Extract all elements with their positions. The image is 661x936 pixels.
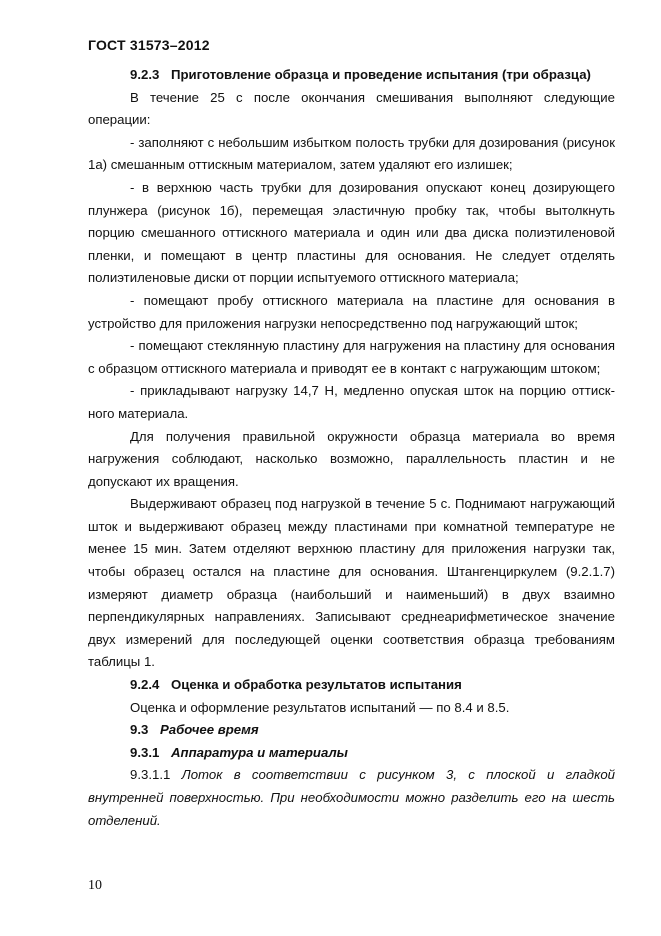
list-item: - помещают пробу оттискного материала на пластине для основания в устройство для приложения нагрузки непосредственно под нагружающий шток; <box>88 292 615 331</box>
list-item: - в верхнюю часть трубки для дозирования опускают конец дозирующего плунжера (рисунок 1б), перемещая эластичную пробку так, чтобы вытолкнуть порцию смешанного оттискного материала и один или два диска полиэтиленовой пленки, и помещают в центр пластины для основания. Не следует отделять полиэтиленовые диски от порции испытуемого оттискного материала; <box>88 179 615 286</box>
clause-number: 9.3.1.1 <box>130 767 171 783</box>
section-heading-9-3 <box>88 719 615 742</box>
section-number: 9.3 <box>130 722 149 738</box>
list-item: - помещают стеклянную пластину для нагружения на пластину для основания с образцом оттискного материала и приводят ее в контакт с нагружающим штоком; <box>88 338 615 376</box>
clause-text: Лоток в соответствии с рисунком 3, с плоской и гладкой внутренней поверхностью. При необходимости можно разделить его на шесть отделений. <box>88 767 615 828</box>
section-number: 9.2.4 <box>130 677 160 693</box>
section-title: Аппаратура и материалы <box>171 744 348 760</box>
list-item: - заполняют с небольшим избытком полость трубки для дозирования (рисунок 1а) смешанным оттискным материалом, затем удаляют его излишек; <box>88 134 615 173</box>
paragraph-9-3-1-1 <box>88 764 615 832</box>
document-code-header: ГОСТ 31573–2012 <box>88 37 210 53</box>
page-body <box>88 64 615 832</box>
list-item: - прикладывают нагрузку 14,7 Н, медленно опуская шток на порцию оттискного материала. <box>88 383 615 421</box>
section-heading-9-3-1 <box>88 742 615 765</box>
section-title: Приготовление образца и проведение испытания (три образца) <box>171 67 591 82</box>
section-title: Рабочее время <box>160 722 259 738</box>
paragraph: Оценка и оформление результатов испытаний — по 8.4 и 8.5. <box>130 699 510 715</box>
section-heading-9-2-4 <box>88 674 615 697</box>
section-heading-9-2-3 <box>88 64 615 87</box>
section-title: Оценка и обработка результатов испытания <box>171 677 462 693</box>
section-number: 9.3.1 <box>130 744 160 760</box>
paragraph: Выдерживают образец под нагрузкой в течение 5 с. Поднимают нагружающий шток и выдерживают образец между пластинами при комнатной температуре не менее 15 мин. Затем отделяют верхнюю пластину для приложения нагрузки так, чтобы образец остался на пластине для основания. Штангенциркулем (9.2.1.7) измеряют диаметр образца (наибольший и наименьший) в двух взаимно перпендикулярных направлениях. Записывают среднеарифметическое значение двух измерений для последующей оценки соответствия образца требованиям таблицы 1. <box>88 496 615 670</box>
paragraph: В течение 25 с после окончания смешивания выполняют следующие операции: <box>88 89 615 128</box>
section-number: 9.2.3 <box>130 67 160 82</box>
paragraph: Для получения правильной окружности образца материала во время нагружения соблюдают, насколько возможно, параллельность пластин и не допускают их вращения. <box>88 428 615 489</box>
page-number: 10 <box>88 878 102 893</box>
